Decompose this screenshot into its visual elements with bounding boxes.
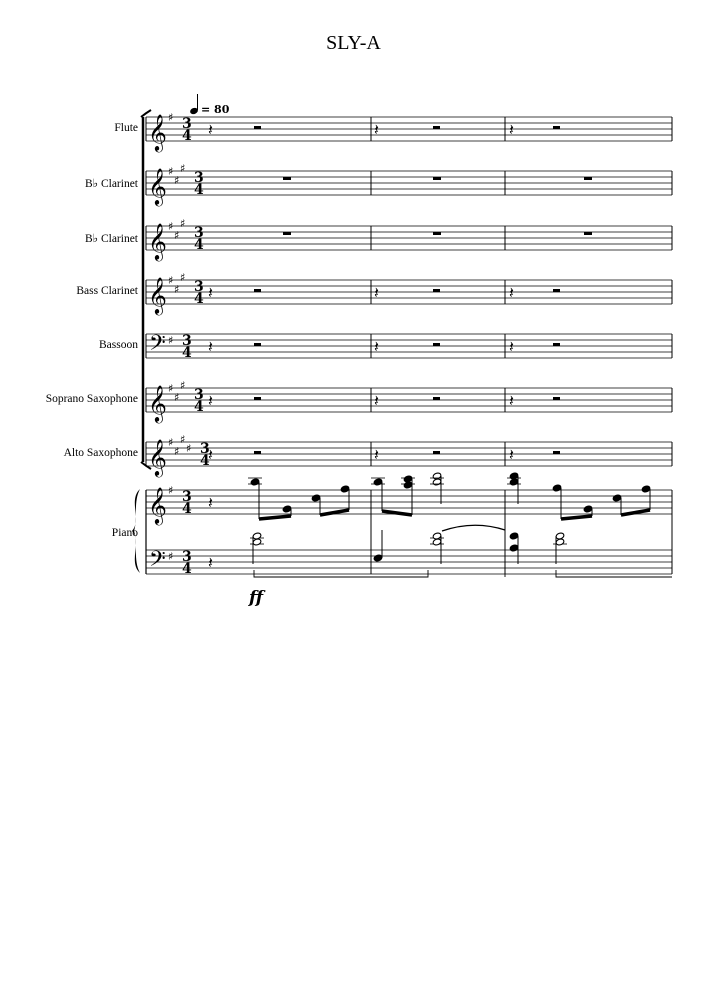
half-rest-icon bbox=[433, 126, 440, 129]
whole-rest-icon bbox=[584, 177, 592, 180]
half-rest-icon bbox=[433, 451, 440, 454]
sharp-icon: ♯ bbox=[174, 283, 180, 296]
instrument-label-alto-sax: Alto Saxophone bbox=[63, 447, 138, 459]
pedal-bracket bbox=[254, 570, 428, 577]
note-head bbox=[509, 544, 518, 552]
instrument-label-bass-clarinet: Bass Clarinet bbox=[76, 285, 138, 297]
beam bbox=[561, 516, 592, 519]
quarter-rest-icon: 𝄽 bbox=[208, 120, 213, 139]
whole-rest-icon bbox=[433, 232, 441, 235]
whole-rest-icon bbox=[283, 177, 291, 180]
time-signature-denominator: 4 bbox=[194, 182, 204, 198]
note-head bbox=[340, 485, 349, 493]
instrument-label-flute: Flute bbox=[114, 122, 138, 134]
bass-clef-icon: 𝄢 bbox=[149, 547, 166, 577]
quarter-rest-icon: 𝄽 bbox=[509, 120, 514, 139]
instrument-label-bassoon: Bassoon bbox=[99, 339, 138, 351]
instrument-label-clarinet-1: B♭ Clarinet bbox=[84, 178, 138, 190]
half-rest-icon bbox=[254, 397, 261, 400]
half-rest-icon bbox=[553, 451, 560, 454]
quarter-rest-icon: 𝄽 bbox=[208, 553, 213, 572]
dynamic-marking: ff bbox=[249, 588, 264, 608]
sharp-icon: ♯ bbox=[174, 174, 180, 187]
quarter-rest-icon: 𝄽 bbox=[374, 391, 379, 410]
quarter-rest-icon: 𝄽 bbox=[208, 493, 213, 512]
tempo-marking bbox=[189, 94, 229, 116]
half-rest-icon bbox=[553, 126, 560, 129]
time-signature-numerator: 3 bbox=[194, 279, 204, 295]
quarter-rest-icon: 𝄽 bbox=[509, 337, 514, 356]
quarter-rest-icon: 𝄽 bbox=[374, 337, 379, 356]
sharp-icon: ♯ bbox=[168, 334, 174, 347]
quarter-rest-icon: 𝄽 bbox=[208, 283, 213, 302]
sharp-icon: ♯ bbox=[180, 379, 186, 392]
sharp-icon: ♯ bbox=[174, 391, 180, 404]
treble-clef-icon: 𝄞 bbox=[148, 486, 167, 524]
quarter-rest-icon: 𝄽 bbox=[509, 391, 514, 410]
half-rest-icon bbox=[254, 289, 261, 292]
quarter-rest-icon: 𝄽 bbox=[509, 445, 514, 464]
sharp-icon: ♯ bbox=[174, 229, 180, 242]
sharp-icon: ♯ bbox=[180, 162, 186, 175]
quarter-rest-icon: 𝄽 bbox=[208, 445, 213, 464]
time-signature-denominator: 4 bbox=[182, 501, 192, 517]
pedal-bracket bbox=[556, 570, 672, 577]
note-head bbox=[282, 505, 291, 513]
half-rest-icon bbox=[433, 289, 440, 292]
quarter-rest-icon: 𝄽 bbox=[208, 337, 213, 356]
score-title: SLY-A bbox=[326, 32, 381, 54]
note-head bbox=[403, 481, 412, 489]
time-signature-denominator: 4 bbox=[182, 128, 192, 144]
treble-clef-icon: 𝄞 bbox=[148, 384, 167, 422]
quarter-rest-icon: 𝄽 bbox=[208, 391, 213, 410]
time-signature-denominator: 4 bbox=[194, 399, 204, 415]
note-head bbox=[373, 478, 382, 486]
quarter-rest-icon: 𝄽 bbox=[374, 283, 379, 302]
note-head bbox=[641, 485, 650, 493]
whole-rest-icon bbox=[283, 232, 291, 235]
beam bbox=[382, 511, 412, 515]
sharp-icon: ♯ bbox=[168, 550, 174, 563]
sharp-icon: ♯ bbox=[174, 445, 180, 458]
note-head bbox=[311, 494, 320, 502]
tie-curve bbox=[442, 525, 505, 531]
sharp-icon: ♯ bbox=[168, 436, 174, 449]
sharp-icon: ♯ bbox=[186, 442, 192, 455]
time-signature-numerator: 3 bbox=[182, 333, 192, 349]
time-signature-denominator: 4 bbox=[194, 237, 204, 253]
treble-clef-icon: 𝄞 bbox=[148, 438, 167, 476]
sharp-icon: ♯ bbox=[168, 220, 174, 233]
note-head bbox=[583, 505, 592, 513]
treble-clef-icon: 𝄞 bbox=[148, 167, 167, 205]
treble-clef-icon: 𝄞 bbox=[148, 113, 167, 151]
sharp-icon: ♯ bbox=[180, 433, 186, 446]
time-signature-numerator: 3 bbox=[182, 489, 192, 505]
staff-lines bbox=[146, 117, 672, 574]
half-rest-icon bbox=[553, 397, 560, 400]
half-rest-icon bbox=[433, 397, 440, 400]
instrument-label-soprano-sax: Soprano Saxophone bbox=[45, 393, 138, 405]
quarter-rest-icon: 𝄽 bbox=[509, 283, 514, 302]
half-rest-icon bbox=[254, 451, 261, 454]
time-signature-numerator: 3 bbox=[194, 387, 204, 403]
time-signature-numerator: 3 bbox=[182, 116, 192, 132]
sharp-icon: ♯ bbox=[180, 217, 186, 230]
treble-clef-icon: 𝄞 bbox=[148, 222, 167, 260]
brace-icon bbox=[132, 489, 140, 573]
time-signature-denominator: 4 bbox=[200, 453, 210, 469]
tempo-text: = 80 bbox=[201, 103, 230, 116]
time-signature-numerator: 3 bbox=[194, 170, 204, 186]
time-signature-numerator: 3 bbox=[200, 441, 210, 457]
note-head bbox=[509, 532, 518, 540]
note-head bbox=[250, 478, 259, 486]
half-rest-icon bbox=[553, 343, 560, 346]
beam bbox=[259, 516, 291, 519]
note-head bbox=[432, 538, 441, 546]
half-rest-icon bbox=[254, 126, 261, 129]
note-head bbox=[432, 478, 441, 486]
time-signature-denominator: 4 bbox=[182, 345, 192, 361]
time-signature-numerator: 3 bbox=[194, 225, 204, 241]
sharp-icon: ♯ bbox=[168, 484, 174, 497]
half-rest-icon bbox=[553, 289, 560, 292]
sharp-icon: ♯ bbox=[168, 274, 174, 287]
sharp-icon: ♯ bbox=[168, 382, 174, 395]
half-rest-icon bbox=[254, 343, 261, 346]
note-head bbox=[555, 538, 564, 546]
time-signature-denominator: 4 bbox=[182, 561, 192, 577]
bass-clef-icon: 𝄢 bbox=[149, 331, 166, 361]
score-symbols bbox=[148, 111, 672, 577]
whole-rest-icon bbox=[584, 232, 592, 235]
note-head bbox=[509, 478, 518, 486]
sharp-icon: ♯ bbox=[180, 271, 186, 284]
note-head bbox=[612, 494, 621, 502]
time-signature-numerator: 3 bbox=[182, 549, 192, 565]
note-head bbox=[252, 538, 261, 546]
instrument-label-piano: Piano bbox=[111, 527, 138, 539]
instrument-label-clarinet-2: B♭ Clarinet bbox=[84, 233, 138, 245]
whole-rest-icon bbox=[433, 177, 441, 180]
note-head bbox=[373, 554, 382, 562]
quarter-rest-icon: 𝄽 bbox=[374, 120, 379, 139]
note-head bbox=[552, 484, 561, 492]
quarter-rest-icon: 𝄽 bbox=[374, 445, 379, 464]
time-signature-denominator: 4 bbox=[194, 291, 204, 307]
sharp-icon: ♯ bbox=[168, 165, 174, 178]
sharp-icon: ♯ bbox=[168, 111, 174, 124]
half-rest-icon bbox=[433, 343, 440, 346]
treble-clef-icon: 𝄞 bbox=[148, 276, 167, 314]
